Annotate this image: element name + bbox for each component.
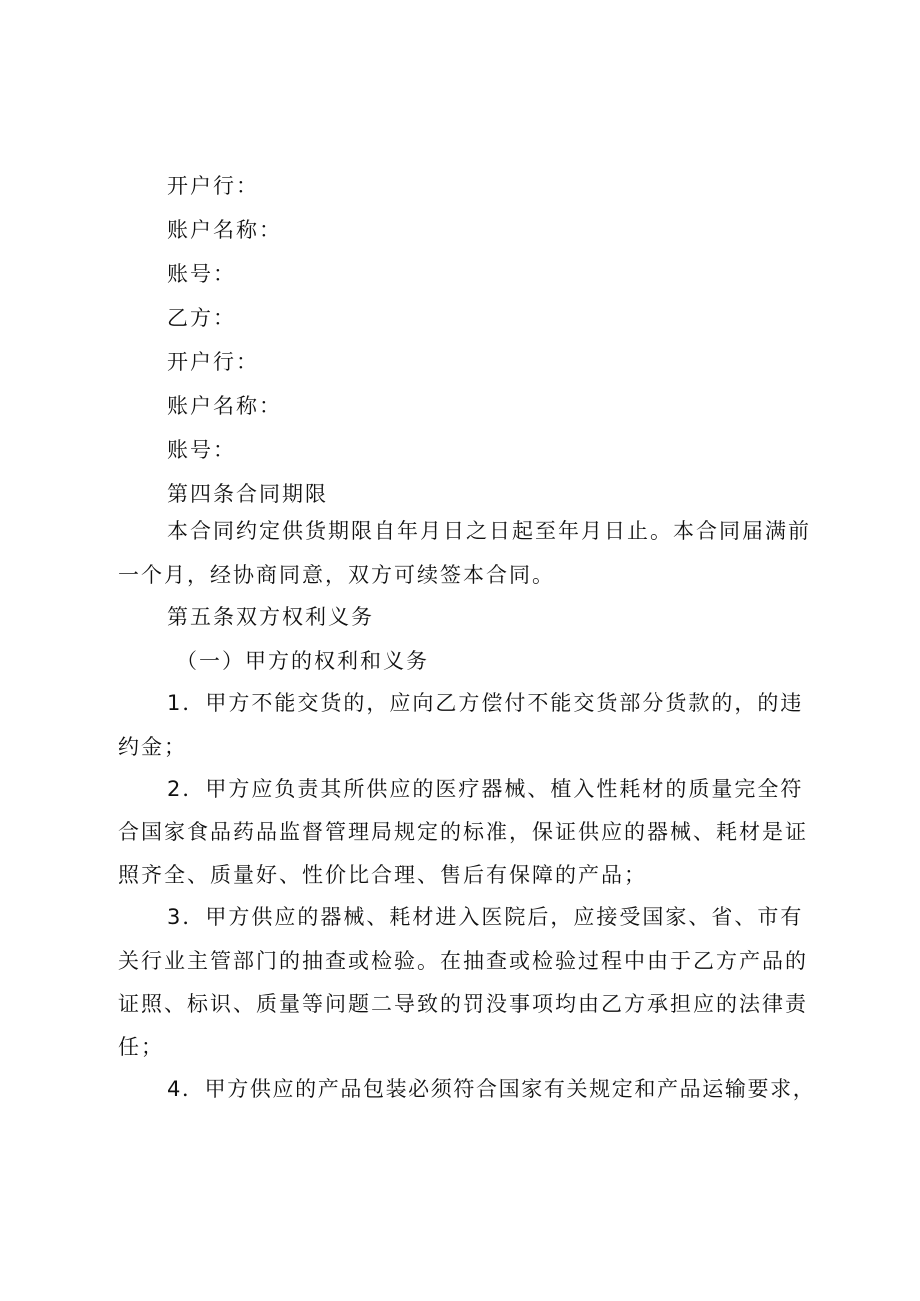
article-4-body-line-2: 一个月，经协商同意，双方可续签本合同。 (118, 563, 555, 587)
payer-account-number-label: 账号： (167, 262, 236, 286)
clause-3-line-4: 任； (118, 1035, 164, 1059)
clause-2-line-3: 照齐全、质量好、性价比合理、售后有保障的产品； (118, 863, 647, 887)
clause-2-line-1: 2．甲方应负责其所供应的医疗器械、植入性耗材的质量完全符 (167, 777, 804, 801)
article-5-heading: 第五条双方权利义务 (167, 605, 374, 629)
party-b-bank-label: 开户行： (167, 350, 259, 374)
party-b-label: 乙方： (167, 306, 236, 330)
article-4-body-line-1: 本合同约定供货期限自年月日之日起至年月日止。本合同届满前 (167, 519, 811, 543)
clause-1-line-1: 1．甲方不能交货的，应向乙方偿付不能交货部分货款的，的违 (167, 691, 804, 715)
party-b-account-number-label: 账号： (167, 438, 236, 462)
article-4-heading: 第四条合同期限 (167, 482, 328, 506)
clause-3-line-2: 关行业主管部门的抽查或检验。在抽查或检验过程中由于乙方产品的 (118, 949, 808, 973)
party-b-account-name-label: 账户名称： (167, 394, 282, 418)
clause-4-line-1: 4．甲方供应的产品包装必须符合国家有关规定和产品运输要求， (167, 1077, 816, 1101)
clause-1-line-2: 约金； (118, 735, 187, 759)
payer-account-name-label: 账户名称： (167, 218, 282, 242)
clause-2-line-2: 合国家食品药品监督管理局规定的标准，保证供应的器械、耗材是证 (118, 820, 808, 844)
section-1-heading: （一）甲方的权利和义务 (176, 649, 429, 673)
clause-3-line-1: 3．甲方供应的器械、耗材进入医院后，应接受国家、省、市有 (167, 905, 804, 929)
payer-bank-label: 开户行： (167, 174, 259, 198)
clause-3-line-3: 证照、标识、质量等问题二导致的罚没事项均由乙方承担应的法律责 (118, 992, 808, 1016)
